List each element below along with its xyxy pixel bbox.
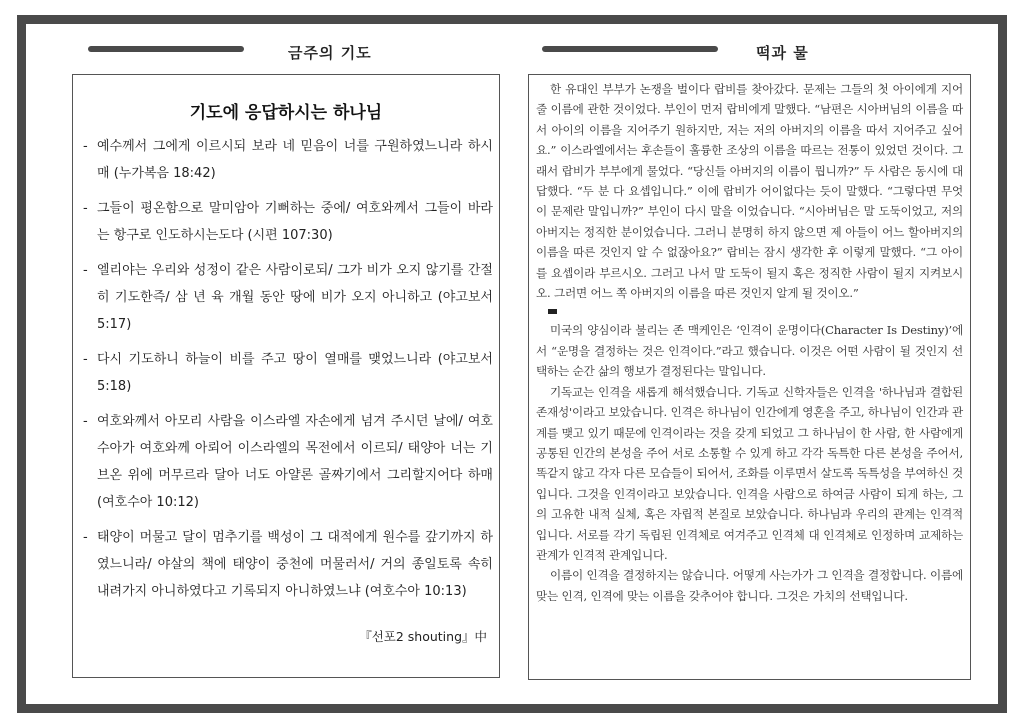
verse-text: 그들이 평온함으로 말미암아 기뻐하는 중에/ 여호와께서 그들이 바라는 항구로 인도하시는도다 (시편 107:30)	[97, 201, 493, 243]
verse-dash: -	[83, 352, 88, 367]
verse-list	[83, 133, 493, 613]
verse-dash: -	[83, 201, 88, 216]
essay-box	[528, 74, 971, 680]
verse-dash: -	[83, 530, 88, 545]
separator-mark	[548, 309, 557, 314]
verse-item	[83, 408, 493, 516]
verse-text: 여호와께서 아모리 사람을 이스라엘 자손에게 넘겨 주시던 날에/ 여호수아가 여호와께 아뢰어 이스라엘의 목전에서 이르되/ 태양아 너는 기브온 위에 머무르라 달아 너도 아얄론 골짜기에서 그리할지어다 하매 (여호수아 10:12)	[97, 414, 493, 510]
essay-paragraph: 이름이 인격을 결정하지는 않습니다. 어떻게 사는가가 그 인격을 결정합니다. 이름에 맞는 인격, 인격에 맞는 이름을 갖추어야 합니다. 그것은 가치의 선택입니다.	[536, 568, 963, 603]
verse-dash: -	[83, 414, 88, 429]
verse-item	[83, 133, 493, 187]
essay-paragraph: 미국의 양심이라 불리는 존 맥케인은 ‘인격이 운명이다(Character Is Destiny)’에서 “운명을 결정하는 것은 인격이다.”라고 했습니다. 이것은 어떤 사람이 될 것인지 선택하는 순간 삶의 행보가 결정된다는 말입니다.	[536, 323, 963, 379]
left-header-bar	[88, 46, 244, 52]
verse-item	[83, 195, 493, 249]
essay-paragraph: 한 유대인 부부가 논쟁을 벌이다 랍비를 찾아갔다. 문제는 그들의 첫 아이에게 지어줄 이름에 관한 것이었다. 부인이 먼저 랍비에게 말했다. “남편은 시아버님의 이름을 따서 아이의 이름을 지어주기 원하지만, 저는 저의 아버지의 이름을 따서 지어주고 싶어요.” 이스라엘에서는 후손들이 훌륭한 조상의 이름을 따르는 전통이 있었던 것이다. 그래서 랍비가 부부에게 물었다. “당신들 아버지의 이름이 뭡니까?” 두 사람은 동시에 대답했다. “두 분 다 요셉입니다.” 이에 랍비가 어이없다는 듯이 말했다. “그렇다면 무엇이 문제란 말입니까?” 부인이 다시 말을 이었습니다. “시아버님은 말 도둑이었고, 저의 아버지는 정직한 분이었습니다. 그러니 분명히 하지 않으면 제 아들이 어느 할아버지의 이름을 따른 것인지 알 수 없잖아요?” 랍비는 잠시 생각한 후 이렇게 말했다. “그 아이를 요셉이라 부르시오. 그러고 나서 말 도둑이 될지 혹은 정직한 사람이 될지 지켜보시오. 그러면 어느 쪽 아버지의 이름을 따른 것인지 알게 될 것이오.”	[536, 82, 963, 301]
essay-paragraph: 기독교는 인격을 새롭게 해석했습니다. 기독교 신학자들은 인격을 '하나님과 결합된 존재성'이라고 보았습니다. 인격은 하나님이 인간에게 영혼을 주고, 하나님이 인간과 관계를 맺고 있기 때문에 인격이라는 것을 갖게 되었고 그 하나님이 한 사람, 한 사람에게 공통된 인간의 본성을 주어 서로 소통할 수 있게 하고 각각 독특한 다른 본성을 주어서, 똑같지 않고 각자 다른 모습들이 되어서, 조화를 이루면서 살도록 독특성을 부여하신 것입니다. 그것을 인격이라고 보았습니다. 인격을 사람으로 하여금 사람이 되게 하는, 그의 고유한 내적 실체, 혹은 자립적 본질로 보았습니다. 하나님과 우리의 관계는 인격적입니다. 서로를 각기 독립된 인격체로 여겨주고 인격체 대 인격체로 인정하며 교제하는 관계가 인격적 관계입니다.	[536, 384, 963, 562]
left-header-title: 금주의 기도	[288, 44, 372, 62]
verse-item	[83, 524, 493, 605]
page-frame	[17, 15, 1007, 713]
source-citation: 『선포2 shouting』中	[359, 629, 487, 644]
prayer-box	[72, 74, 500, 678]
verse-text: 엘리야는 우리와 성정이 같은 사람이로되/ 그가 비가 오지 않기를 간절히 기도한즉/ 삼 년 육 개월 동안 땅에 비가 오지 아니하고 (야고보서 5:17)	[97, 263, 493, 332]
verse-dash: -	[83, 263, 88, 278]
verse-item	[83, 257, 493, 338]
right-header-bar	[542, 46, 718, 52]
right-header-title: 떡과 물	[756, 44, 809, 62]
prayer-title: 기도에 응답하시는 하나님	[189, 103, 383, 123]
verse-text: 예수께서 그에게 이르시되 보라 네 믿음이 너를 구원하였느니라 하시매 (누가복음 18:42)	[97, 139, 493, 181]
verse-item	[83, 346, 493, 400]
verse-text: 태양이 머물고 달이 멈추기를 백성이 그 대적에게 원수를 갚기까지 하였느니라/ 야살의 책에 태양이 중천에 머물러서/ 거의 종일토록 속히 내려가지 아니하였다고 기록되지 아니하였느냐 (여호수아 10:13)	[97, 530, 493, 599]
verse-text: 다시 기도하니 하늘이 비를 주고 땅이 열매를 맺었느니라 (야고보서 5:18)	[97, 352, 493, 394]
verse-dash: -	[83, 139, 88, 154]
